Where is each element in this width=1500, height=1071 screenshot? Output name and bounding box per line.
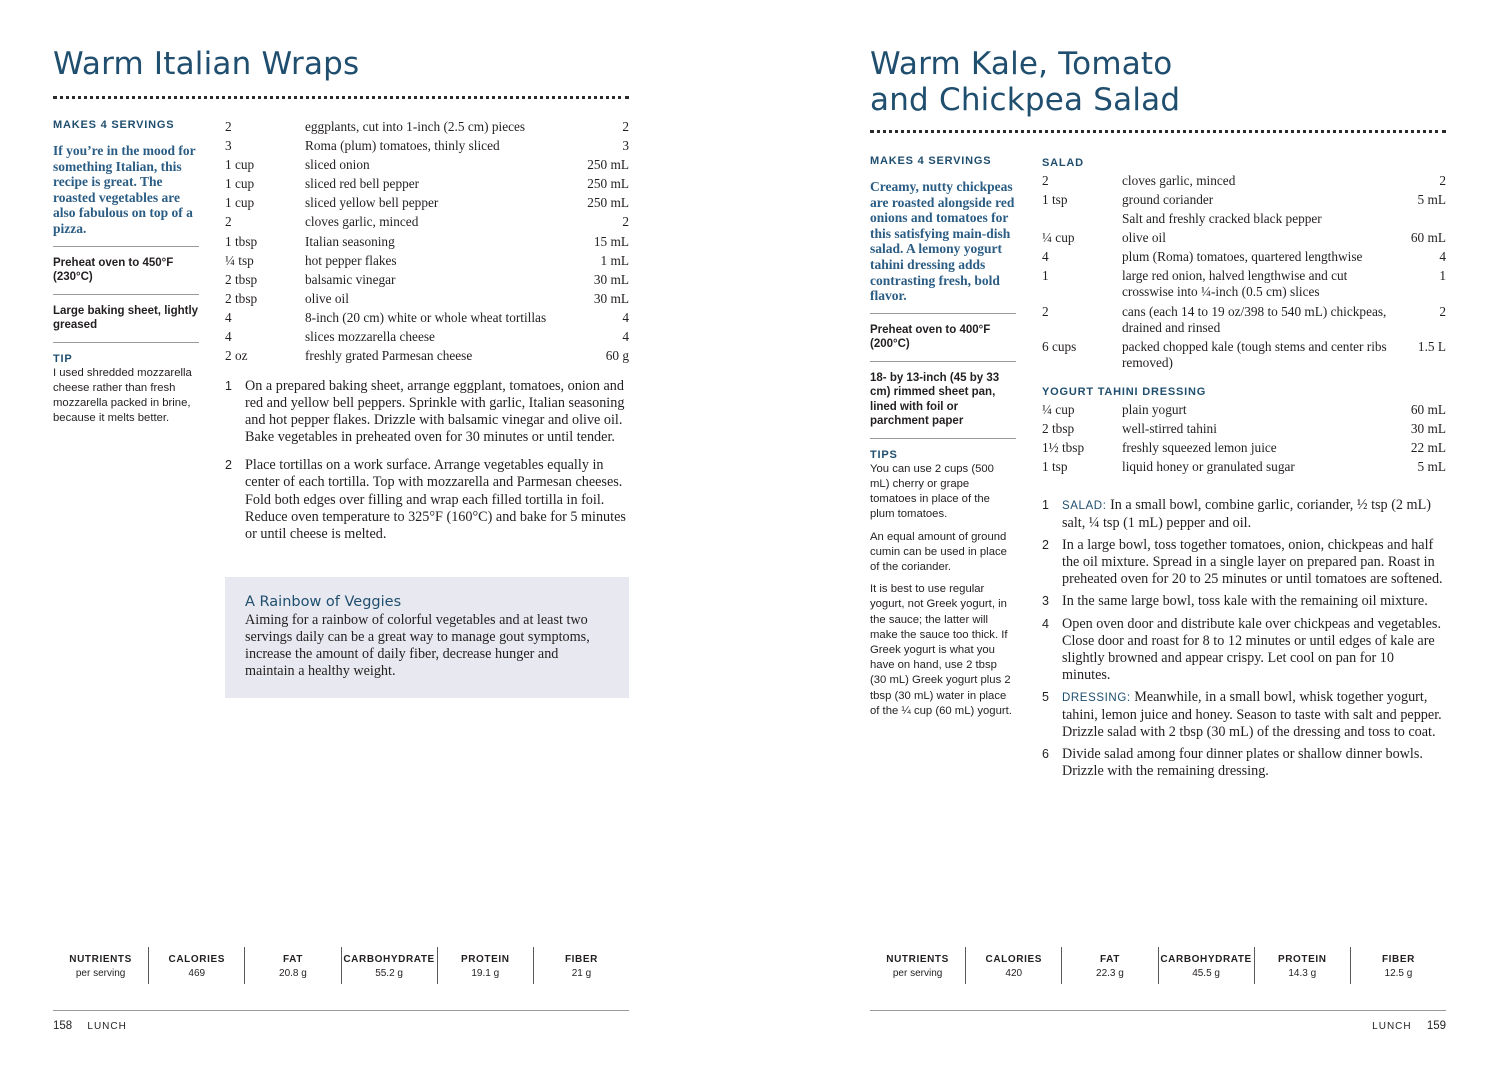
nutrient-label: CARBOHYDRATE [1160, 954, 1252, 965]
step-text: Open oven door and distribute kale over chickpeas and vegetables. Close door and roast for 8 to 12 minutes or until edges of kale are slightly browned and appear crispy. Let cool on pan for 10 minutes. [1062, 615, 1441, 683]
title-line-1: Warm Kale, Tomato [870, 46, 1173, 82]
ingredient-row [225, 214, 629, 233]
method-step [225, 457, 629, 542]
step-body [1062, 689, 1446, 741]
nutrient-value: 14.3 g [1288, 967, 1317, 979]
ingredient-description: olive oil [1122, 230, 1166, 246]
nutrient-value: 22.3 g [1096, 967, 1124, 979]
ingredient-description: cans (each 14 to 19 oz/398 to 540 mL) chickpeas, drained and rinsed [1122, 303, 1387, 335]
ingredient-description: 8-inch (20 cm) white or whole wheat tortillas [305, 309, 547, 325]
ingredient-row [1042, 211, 1446, 230]
nutrient-label: FAT [282, 954, 303, 965]
nutrient-value: 12.5 g [1384, 967, 1413, 979]
ingredient-row [225, 157, 629, 176]
ingredient-quantity: 1 tsp [1042, 459, 1068, 475]
step-body [1062, 497, 1446, 532]
nutrient-cell [1350, 947, 1446, 984]
ingredient-metric: 4 [622, 329, 629, 345]
ingredient-quantity: 3 [225, 138, 232, 154]
ingredient-metric: 30 mL [593, 290, 629, 306]
ingredient-row [225, 329, 629, 348]
ingredient-row [225, 272, 629, 291]
ingredient-quantity: 1½ tbsp [1042, 439, 1085, 455]
step-text: In a large bowl, toss together tomatoes, onion, chickpeas and half the oil mixture. Spread in a single layer on prepared pan. Roast in preheated oven for 20 to 25 minutes or until tomatoes are softened. [1062, 537, 1443, 588]
servings-label: MAKES 4 SERVINGS [53, 119, 175, 131]
nutrient-value: 45.5 g [1192, 967, 1220, 979]
nutrient-label: CALORIES [168, 954, 225, 965]
title-divider [53, 96, 629, 99]
ingredient-row [225, 234, 629, 253]
nutrient-label: NUTRIENTS [886, 954, 949, 965]
ingredient-quantity: 2 tbsp [225, 290, 258, 306]
ingredient-row [225, 253, 629, 272]
ingredient-row [1042, 192, 1446, 211]
ingredient-row [1042, 304, 1446, 339]
recipe-intro: Creamy, nutty chickpeas are roasted alongside red onions and tomatoes for this satisfying main-dish salad. A lemony yogurt tahini dressing adds contrasting fresh, bold flavor. [870, 179, 1015, 304]
callout-box [225, 577, 629, 698]
nutrient-cell [533, 947, 629, 984]
equipment-note: Large baking sheet, lightly greased [53, 294, 199, 333]
ingredient-quantity: 2 oz [225, 348, 248, 364]
nutrient-value: 20.8 g [279, 967, 307, 979]
ingredient-metric: 30 mL [593, 271, 629, 287]
nutrient-label: PROTEIN [460, 954, 510, 965]
ingredient-description: freshly grated Parmesan cheese [305, 348, 473, 364]
ingredient-description: freshly squeezed lemon juice [1122, 439, 1277, 455]
step-number: 5 [1042, 689, 1049, 704]
dressing-heading: YOGURT TAHINI DRESSING [1042, 385, 1207, 398]
nutrient-value: 21 g [571, 967, 592, 979]
ingredient-row [1042, 268, 1446, 303]
ingredient-row [1042, 230, 1446, 249]
ingredient-metric: 250 mL [587, 176, 629, 192]
step-body [1062, 593, 1446, 610]
step-text: On a prepared baking sheet, arrange eggplant, tomatoes, onion and red and yellow bell peppers. Sprinkle with garlic, Italian seasoning and hot pepper flakes. Drizzle with balsamic vinegar and olive oil. Bake vegetables in preheated oven for 30 minutes or until tender. [245, 378, 625, 446]
nutrient-label: PROTEIN [1277, 954, 1327, 965]
ingredient-metric: 2 [1439, 173, 1446, 188]
ingredient-quantity: 6 cups [1042, 338, 1077, 354]
ingredient-description: well-stirred tahini [1122, 420, 1217, 436]
ingredient-description: plum (Roma) tomatoes, quartered lengthwise [1122, 249, 1363, 265]
ingredient-description: sliced red bell pepper [305, 176, 420, 192]
section-name: LUNCH [87, 1021, 127, 1032]
ingredient-description: cloves garlic, minced [1122, 173, 1236, 188]
ingredient-quantity: 2 [1042, 303, 1049, 319]
ingredient-quantity: 4 [1042, 249, 1049, 265]
nutrient-value: 469 [188, 967, 206, 979]
step-body [1062, 537, 1446, 588]
step-text: Place tortillas on a work surface. Arrange vegetables equally in center of each tortilla. Top with mozzarella and Parmesan cheeses. Fold both edges over filling and wrap each filled tortilla in foil. Reduce oven temperature to 325°F (160°C) and bake for 5 minutes or until cheese is melted. [245, 457, 626, 542]
recipe-intro: If you’re in the mood for something Italian, this recipe is great. The roasted vegetables are also fabulous on top of a pizza. [53, 143, 196, 236]
step-text: Divide salad among four dinner plates or shallow dinner bowls. Drizzle with the remaining dressing. [1062, 746, 1423, 780]
tips-box [870, 438, 1016, 719]
ingredient-description: sliced onion [305, 157, 370, 173]
step-number: 4 [1042, 616, 1049, 631]
ingredient-description: eggplants, cut into 1-inch (2.5 cm) pieces [305, 119, 526, 134]
method-step [1042, 616, 1446, 684]
step-body [1062, 616, 1446, 684]
ingredient-quantity: 2 [225, 214, 232, 230]
nutrient-cell [53, 947, 148, 984]
ingredient-quantity: 1 cup [225, 176, 255, 192]
tip-item: An equal amount of ground cumin can be used in place of the coriander. [870, 530, 1007, 573]
ingredient-metric: 22 mL [1410, 439, 1446, 455]
nutrition-table [870, 947, 1446, 984]
ingredient-description: liquid honey or granulated sugar [1122, 459, 1295, 475]
step-body [245, 378, 629, 446]
ingredient-metric: 15 mL [593, 233, 629, 249]
step-label: SALAD: [1062, 500, 1107, 512]
ingredient-row [1042, 339, 1446, 374]
ingredient-metric: 2 [1439, 303, 1446, 319]
nutrient-label: FIBER [564, 954, 598, 965]
method-step [1042, 746, 1446, 780]
ingredient-quantity: 4 [225, 309, 232, 325]
tip-label: TIP [53, 352, 73, 365]
nutrient-value: 55.2 g [375, 967, 403, 979]
ingredient-description: hot pepper flakes [305, 252, 397, 268]
ingredient-metric: 2 [622, 214, 629, 230]
tip-text: I used shredded mozzarella cheese rather than fresh mozzarella packed in brine, because it melts better. [53, 366, 192, 425]
step-label: DRESSING: [1062, 691, 1131, 704]
ingredient-metric: 1 mL [600, 252, 629, 268]
ingredient-row [1042, 173, 1446, 192]
ingredient-metric: 1 [1439, 268, 1446, 284]
ingredient-list [225, 119, 629, 367]
ingredient-quantity: 2 [225, 119, 232, 134]
nutrient-label: FIBER [1381, 954, 1415, 965]
ingredient-description: olive oil [305, 290, 349, 306]
method-step [1042, 689, 1446, 741]
ingredient-quantity: 2 tbsp [1042, 420, 1075, 436]
ingredient-metric: 4 [622, 309, 629, 325]
ingredient-quantity: ¼ cup [1042, 401, 1075, 417]
right-page [870, 0, 1446, 1071]
ingredient-row [225, 310, 629, 329]
callout-title: A Rainbow of Veggies [245, 594, 402, 610]
step-number: 1 [225, 379, 232, 393]
salad-heading: SALAD [1042, 157, 1084, 169]
ingredient-row [225, 176, 629, 195]
ingredient-description: Salt and freshly cracked black pepper [1122, 211, 1322, 227]
ingredient-row [225, 138, 629, 157]
nutrient-value: per serving [892, 967, 943, 979]
ingredient-quantity: 1 tbsp [225, 233, 258, 249]
ingredient-row [1042, 421, 1446, 440]
page-folio [1372, 1020, 1446, 1032]
ingredient-description: plain yogurt [1122, 401, 1187, 417]
ingredient-description: packed chopped kale (tough stems and center ribs removed) [1122, 338, 1387, 370]
section-name: LUNCH [1372, 1021, 1412, 1032]
step-body [1062, 746, 1446, 780]
preheat-note: Preheat oven to 450°F (230°C) [53, 246, 199, 285]
nutrient-cell [870, 947, 965, 984]
nutrient-cell [341, 947, 437, 984]
recipe-title [870, 46, 1180, 118]
tips-label: TIPS [870, 448, 898, 461]
ingredient-quantity: ¼ tsp [225, 252, 254, 268]
step-number: 3 [1042, 594, 1049, 609]
step-text: Meanwhile, in a small bowl, whisk together yogurt, tahini, lemon juice and honey. Season to taste with salt and pepper. Drizzle salad with 2 tbsp (30 mL) of the dressing and toss to coat. [1062, 688, 1442, 741]
ingredient-metric: 4 [1439, 249, 1446, 265]
callout-body: Aiming for a rainbow of colorful vegetables and at least two servings daily can be a great way to manage gout symptoms, increase the amount of daily fiber, decrease hunger and maintain a healthy weight. [245, 612, 590, 680]
tip-item: You can use 2 cups (500 mL) cherry or grape tomatoes in place of the plum tomatoes. [870, 462, 994, 521]
ingredient-block [1042, 157, 1446, 478]
dressing-ingredients [1042, 402, 1446, 478]
step-text: In a small bowl, combine garlic, coriander, ½ tsp (2 mL) salt, ¼ tsp (1 mL) pepper and oil. [1062, 497, 1431, 532]
ingredient-metric: 60 mL [1410, 401, 1446, 417]
ingredient-row [225, 348, 629, 367]
ingredient-metric: 30 mL [1410, 420, 1446, 436]
left-page [53, 0, 629, 1071]
nutrient-cell [965, 947, 1061, 984]
ingredient-quantity: 1 cup [225, 195, 255, 211]
salad-ingredients [1042, 173, 1446, 374]
ingredient-row [225, 291, 629, 310]
nutrition-table [53, 947, 629, 984]
ingredient-quantity: 2 [1042, 173, 1049, 188]
nutrient-value: 19.1 g [471, 967, 500, 979]
nutrient-label: CARBOHYDRATE [343, 954, 435, 965]
recipe-sidebar [53, 119, 199, 426]
ingredient-quantity: 1 [1042, 268, 1049, 284]
ingredient-row [1042, 440, 1446, 459]
step-number: 1 [1042, 498, 1049, 512]
ingredient-description: ground coriander [1122, 192, 1214, 208]
nutrient-label: NUTRIENTS [69, 954, 132, 965]
footer-rule [53, 1010, 629, 1011]
ingredient-description: large red onion, halved lengthwise and cut crosswise into ¼-inch (0.5 cm) slices [1122, 268, 1348, 300]
ingredient-row [225, 119, 629, 138]
recipe-title: Warm Italian Wraps [53, 46, 360, 82]
ingredient-metric: 250 mL [587, 157, 629, 173]
ingredient-metric: 5 mL [1417, 192, 1446, 208]
servings-label: MAKES 4 SERVINGS [870, 155, 992, 167]
nutrient-value: per serving [75, 967, 126, 979]
nutrient-label: CALORIES [985, 954, 1042, 965]
method-steps [1042, 497, 1446, 785]
method-step [1042, 537, 1446, 588]
ingredient-quantity: 4 [225, 329, 232, 345]
nutrient-cell [437, 947, 533, 984]
tip-box [53, 342, 199, 427]
method-step [1042, 593, 1446, 610]
tips-text [870, 462, 1016, 719]
ingredient-description: Roma (plum) tomatoes, thinly sliced [305, 138, 500, 154]
ingredient-metric: 60 g [605, 348, 629, 364]
ingredient-row [1042, 249, 1446, 268]
equipment-note: 18- by 13-inch (45 by 33 cm) rimmed sheet pan, lined with foil or parchment paper [870, 361, 1016, 429]
recipe-sidebar [870, 155, 1016, 726]
ingredient-row [1042, 402, 1446, 421]
nutrient-cell [148, 947, 244, 984]
ingredient-metric: 250 mL [587, 195, 629, 211]
step-text: In the same large bowl, toss kale with the remaining oil mixture. [1062, 593, 1428, 610]
ingredient-description: slices mozzarella cheese [305, 329, 435, 345]
ingredient-quantity: 1 tsp [1042, 192, 1068, 208]
ingredient-metric: 2 [622, 119, 629, 134]
step-number: 6 [1042, 747, 1049, 762]
step-body [245, 457, 629, 542]
ingredient-row [1042, 459, 1446, 478]
ingredient-row [225, 195, 629, 214]
step-number: 2 [225, 458, 232, 473]
nutrient-value: 420 [1005, 967, 1023, 979]
method-steps [225, 378, 629, 554]
ingredient-description: balsamic vinegar [305, 271, 396, 287]
ingredient-metric: 5 mL [1417, 459, 1446, 475]
nutrient-cell [1254, 947, 1350, 984]
step-number: 2 [1042, 538, 1049, 553]
ingredient-quantity: 2 tbsp [225, 271, 258, 287]
tip-item: It is best to use regular yogurt, not Greek yogurt, in the sauce; the latter will make the sauce too thick. If Greek yogurt is what you have on hand, use 2 tbsp (30 mL) Greek yogurt plus 2 tbsp (30 mL) water in place of the ¼ cup (60 mL) yogurt. [870, 583, 1012, 717]
title-divider [870, 130, 1446, 133]
ingredient-description: Italian seasoning [305, 233, 395, 249]
ingredient-metric: 1.5 L [1417, 338, 1446, 354]
ingredient-metric: 60 mL [1410, 230, 1446, 246]
ingredient-quantity: 1 cup [225, 157, 255, 173]
nutrient-cell [1158, 947, 1254, 984]
ingredient-description: sliced yellow bell pepper [305, 195, 439, 211]
nutrient-cell [244, 947, 340, 984]
method-step [1042, 497, 1446, 532]
ingredient-quantity: ¼ cup [1042, 230, 1075, 246]
method-step [225, 378, 629, 446]
ingredient-description: cloves garlic, minced [305, 214, 419, 230]
nutrient-cell [1061, 947, 1157, 984]
footer-rule [870, 1010, 1446, 1011]
ingredient-metric: 3 [622, 138, 629, 154]
preheat-note: Preheat oven to 400°F (200°C) [870, 313, 1016, 352]
nutrient-label: FAT [1099, 954, 1120, 965]
page-number: 159 [1426, 1020, 1446, 1032]
title-line-2: and Chickpea Salad [870, 82, 1181, 118]
page-number: 158 [53, 1020, 73, 1032]
page-folio [53, 1020, 127, 1032]
